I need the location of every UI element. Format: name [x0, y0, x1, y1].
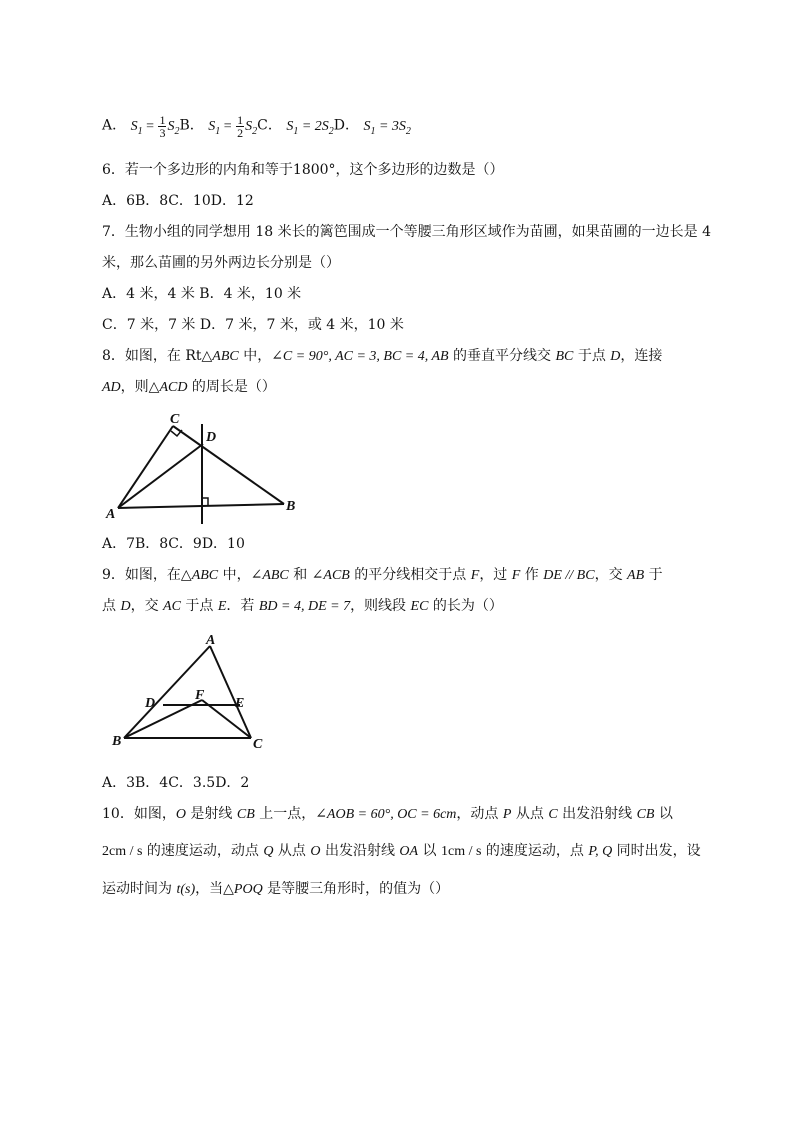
q8-label-d: D — [206, 430, 217, 445]
q10-stem-line3: 运动时间为 t(s)，当△POQ 是等腰三角形时，的值为（） — [102, 881, 450, 897]
q9-side-ac — [210, 646, 251, 738]
q10-stem-line1: 10．如图，O 是射线 CB 上一点，∠AOB = 60°, OC = 6cm，动点 P 从点 C 出发沿射线 CB 以 — [102, 806, 673, 822]
option-a-expr: $S_1$ = $\frac{1}{3}$ $S_2$ — [130, 113, 180, 140]
option-c-label: C． — [257, 117, 282, 134]
q7-options-line1: A．4 米，4 米 B．4 米，10 米 — [102, 286, 302, 302]
q8-right-angle-c — [171, 430, 182, 436]
q8-label-a: A — [106, 507, 116, 522]
q9-label-b: B — [112, 734, 122, 749]
option-c-expr: $S_1 = 2S_2$ — [286, 118, 334, 137]
option-b-label: B． — [179, 117, 204, 134]
q10-stem-line2: 2cm / s 的速度运动，动点 Q 从点 O 出发沿射线 OA 以 1cm / s 的速度运动，点 P, Q 同时出发，设 — [102, 843, 701, 859]
q8-side-ac — [118, 426, 173, 508]
q9-label-f: F — [195, 688, 205, 703]
q8-stem-line1: 8．如图，在 Rt△ABC 中，∠C = 90°, AC = 3, BC = 4, AB 的垂直平分线交 BC 于点 D，连接 — [102, 348, 663, 364]
option-a-label: A． — [102, 117, 127, 134]
q7-options-line2: C．7 米，7 米 D．7 米，7 米，或 4 米，10 米 — [102, 317, 404, 333]
q9-label-d: D — [145, 696, 156, 711]
q8-options: A．7B．8C．9D．10 — [102, 536, 245, 552]
option-d-expr: $S_1 = 3S_2$ — [363, 118, 411, 137]
q8-label-c: C — [170, 412, 180, 427]
q7-stem-line1: 7．生物小组的同学想用 18 米长的篱笆围成一个等腰三角形区域作为苗圃，如果苗圃的一边长是 4 — [102, 224, 711, 240]
q9-figure — [108, 632, 276, 756]
q8-label-b: B — [286, 499, 296, 514]
option-b-expr: $S_1$ = $\frac{1}{2}$ $S_2$ — [208, 113, 258, 140]
q6-stem: 6．若一个多边形的内角和等于1800°，这个多边形的边数是（） — [102, 162, 504, 178]
q8-stem-line2: AD，则△ACD 的周长是（） — [102, 379, 276, 395]
q9-stem-line1: 9．如图，在△ABC 中，∠ABC 和 ∠ACB 的平分线相交于点 F，过 F 作 DE // BC，交 AB 于 — [102, 567, 663, 583]
q9-stem-line2: 点 D，交 AC 于点 E．若 BD = 4, DE = 7，则线段 EC 的长为（） — [102, 598, 503, 614]
q9-options: A．3B．4C．3.5D．2 — [102, 775, 250, 791]
q9-label-a: A — [206, 633, 216, 648]
q9-label-c: C — [253, 737, 263, 752]
q8-segment-ad — [118, 444, 203, 508]
q8-figure — [100, 406, 310, 530]
q6-options: A．6B．8C．10D．12 — [102, 193, 254, 209]
q5-options — [102, 114, 411, 143]
q9-label-e: E — [235, 696, 245, 711]
option-d-label: D． — [333, 117, 359, 134]
q8-side-cb — [173, 426, 284, 504]
q7-stem-line2: 米，那么苗圃的另外两边长分别是（） — [102, 255, 340, 271]
